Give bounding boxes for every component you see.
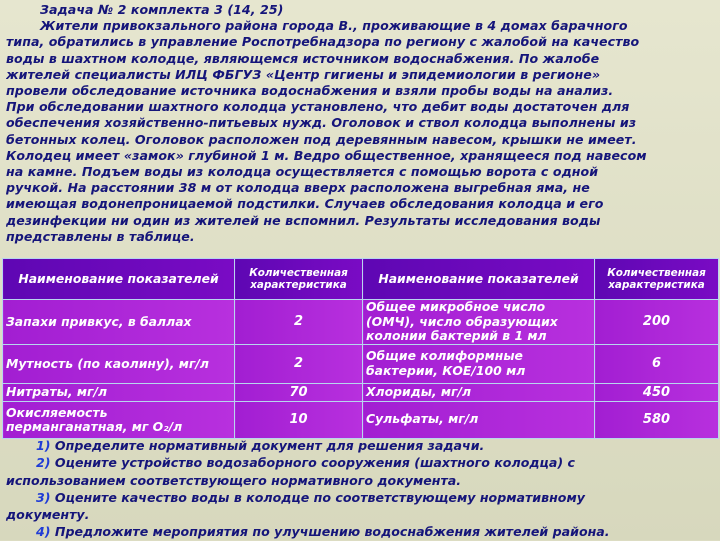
indicator-name: Хлориды, мг/л — [363, 383, 595, 401]
header-value-1: Количественная характеристика — [235, 259, 363, 300]
text-line: на камне. Подъем воды из колодца осуществляется с помощью ворота с одной — [6, 164, 599, 180]
question-number: 2) — [36, 455, 51, 471]
indicator-value: 200 — [595, 300, 719, 345]
indicator-value: 2 — [235, 344, 363, 383]
header-indicator-1: Наименование показателей — [3, 259, 235, 300]
table-header-row — [3, 259, 719, 300]
text-line: дезинфекции ни один из жителей не вспомнил. Результаты исследования воды — [6, 212, 601, 228]
text-line: типа, обратились в управление Роспотребнадзора по региону с жалобой на качество — [6, 34, 640, 50]
indicator-value: 6 — [595, 344, 719, 383]
indicator-name: Нитраты, мг/л — [3, 383, 235, 401]
question-text: Оцените качество воды в колодце по соответствующему нормативному — [54, 489, 585, 505]
question-item — [6, 489, 714, 506]
text-line: провели обследование источника водоснабжения и взяли пробы воды на анализ. — [6, 83, 614, 99]
indicator-name: Общее микробное число (ОМЧ), число образующих колонии бактерий в 1 мл — [363, 300, 595, 345]
text-line: воды в шахтном колодце, являющемся источником водоснабжения. По жалобе — [6, 50, 600, 66]
text-line: При обследовании шахтного колодца установлено, что дебит воды достаточен для — [6, 99, 630, 115]
table-row — [3, 344, 719, 383]
header-indicator-2: Наименование показателей — [363, 259, 595, 300]
question-number: 4) — [36, 524, 51, 540]
text-line: представлены в таблице. — [6, 228, 195, 244]
question-number: 3) — [36, 489, 51, 505]
question-number: 1) — [36, 438, 51, 453]
indicator-name: Сульфаты, мг/л — [363, 401, 595, 438]
question-item — [6, 523, 714, 540]
table-row — [3, 300, 719, 345]
question-item — [6, 454, 714, 471]
indicator-name: Окисляемость перманганатная, мг O₂/л — [3, 401, 235, 438]
indicator-value: 450 — [595, 383, 719, 401]
question-text: Определите нормативный документ для решения задачи. — [54, 438, 485, 453]
text-line: ручкой. На расстоянии 38 м от колодца вверх расположена выгребная яма, не — [6, 180, 590, 196]
text-line: Жители привокзального района города В., проживающие в 4 домах барачного — [40, 18, 628, 34]
table-row — [3, 401, 719, 438]
question-text: Оцените устройство водозаборного сооружения (шахтного колодца) с — [54, 455, 575, 471]
indicator-name: Запахи привкус, в баллах — [3, 300, 235, 345]
text-line: Колодец имеет «замок» глубиной 1 м. Ведро общественное, хранящееся под навесом — [6, 147, 647, 163]
questions-list — [6, 437, 714, 541]
indicator-value: 580 — [595, 401, 719, 438]
table-row — [3, 383, 719, 401]
text-line: бетонных колец. Оголовок расположен под деревянным навесом, крышки не имеет. — [6, 131, 637, 147]
task-description — [6, 2, 714, 245]
header-value-2: Количественная характеристика — [595, 259, 719, 300]
text-line: имеющая водонепроницаемой подстилки. Случаев обследования колодца и его — [6, 196, 604, 212]
results-table — [2, 258, 719, 439]
indicator-value: 10 — [235, 401, 363, 438]
indicator-name: Общие колиформные бактерии, КОЕ/100 мл — [363, 344, 595, 383]
question-item — [6, 437, 714, 454]
question-continuation: документу. — [6, 507, 90, 523]
task-title: Задача № 2 комплекта 3 (14, 25) — [40, 2, 284, 17]
text-line: обеспечения хозяйственно-питьевых нужд. Оголовок и ствол колодца выполнены из — [6, 115, 637, 131]
indicator-name: Мутность (по каолину), мг/л — [3, 344, 235, 383]
text-line: жителей специалисты ИЛЦ ФБГУЗ «Центр гигиены и эпидемиологии в регионе» — [6, 66, 601, 82]
question-text: Предложите мероприятия по улучшению водоснабжения жителей района. — [54, 524, 610, 540]
question-continuation: использованием соответствующего нормативного документа. — [6, 472, 462, 488]
indicator-value: 70 — [235, 383, 363, 401]
indicator-value: 2 — [235, 300, 363, 345]
